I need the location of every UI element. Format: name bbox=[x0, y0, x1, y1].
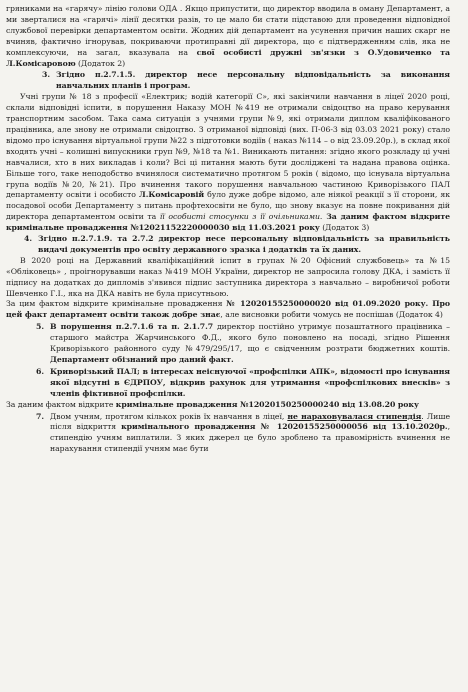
text: Двом учням, протягом кількох років їх навчання в ліцеї, bbox=[50, 411, 288, 421]
bold-text: свої особисті дружні зв'язки з О.Удовиченко та Л.Комісаровою bbox=[6, 47, 451, 68]
paragraph-4 bbox=[6, 256, 450, 300]
text: (Додаток 2) bbox=[75, 58, 126, 68]
paragraph-4b bbox=[6, 299, 450, 321]
item-number: 3. bbox=[42, 70, 50, 80]
text: , стипендію учням виплатили. З яких джерел це було зроблено та правомірність вчинення не нарахування стипендії учням має бути bbox=[50, 422, 450, 454]
item-number: 5. bbox=[36, 322, 44, 332]
bold-text: За даним фактом відкрите кримінальне провадження №12021152220000030 від 11.03.2021 року bbox=[6, 212, 451, 233]
text: гряниками на «гарячу» лінію голови ОДА . Якщо припустити, що директор вводила в оману Департамент, а ми зверталися на «гарячі» лінії десятки разів, то це мало би стати підставою для проведення відповідної службової перевірки департаментом освіти. Жодних дій департамент на усунення причин наших скарг не вчиняв, фактично ігнорував, покриваючи протиправні дії директора, що є підтвердженням слів, яка не комплексуючи, на загал, вказувала на bbox=[6, 4, 450, 57]
text: , але висновки робити чомусь не поспішав (Додаток 4) bbox=[220, 310, 443, 320]
bold-text: Л.Комісаровій bbox=[138, 190, 205, 200]
list-item-5 bbox=[6, 322, 450, 366]
item-heading: Згідно п.2.7.1.5. директор несе персональну відповідальність за виконання навчальних планів і програм. bbox=[56, 70, 450, 91]
text: За даним фактом відкрите bbox=[6, 399, 116, 409]
bold-text: кримінальне провадження №12020150250000240 від 13.08.20 року bbox=[115, 399, 419, 409]
item-heading: Криворізький ПАЛ; в інтересах неіснуючої «профспілки АПК», відомості про існування якої відсутні в ЄДРПОУ, відкрив рахунок для утримання «профспілкових внесків» з членів фіктивної профспілки. bbox=[50, 366, 450, 398]
text: За цим фактом відкрите кримінальне провадження bbox=[6, 299, 227, 309]
item-heading: Згідно п.2.7.1.9. та 2.7.2 директор несе персональну відповідальність за правильність видачі документів про освіту державного зразка і додатків та їх даних. bbox=[38, 234, 450, 254]
bold-text: Департамент обізнаний про даний факт. bbox=[50, 355, 234, 364]
paragraph-6 bbox=[6, 400, 450, 411]
bold-text: п.2.7.1.6 та п. 2.1.7.7 bbox=[115, 322, 214, 332]
italic-text: її особисті стосунки з її очільниками. bbox=[156, 212, 323, 222]
item-number: 6. bbox=[36, 366, 44, 376]
item-number: 4. bbox=[24, 234, 32, 244]
paragraph-intro bbox=[6, 4, 450, 69]
list-item-4 bbox=[6, 234, 450, 256]
paragraph-3 bbox=[6, 92, 450, 234]
bold-underlined-text: не нараховувалася стипендія bbox=[287, 411, 422, 421]
list-item-6 bbox=[6, 367, 450, 400]
item-text bbox=[50, 412, 450, 456]
text: було дуже добре відомо, але ніякої реакції з її сторони, як посадової особи Департаменту з питань профтехосвіти не було, що знову вказує на повне покривання дій директора департаментом освіти та bbox=[6, 190, 450, 222]
bold-text: № 12020155250000020 від 01.09.2020 року. Про цей факт департамент освіти також добре знає bbox=[6, 299, 450, 320]
item-text bbox=[50, 322, 450, 366]
text: В 2020 році на Державний кваліфікаційний іспит в групах №20 Офісний службовець» та №15 «Обліковець» , проігнорувавши наказ №419 МОН України, директор не запросила голову ДКА, і замість її підпису на додатках до дипломів з'явився підпис заступника директора з навчально – виробничої роботи Шевченко Г.І., яка на ДКА навіть не була присутньою. bbox=[6, 255, 450, 298]
text: . Лише після відкриття bbox=[50, 411, 450, 432]
bold-text: В порушення bbox=[50, 322, 116, 332]
text: директор постійно утримує позаштатного працівника – старшого майстра Жарчинського Ф.Д., якого було поновлено на посаді, згідно Рішення Криворізького районного суду №479/295/17, що є свідченням розтрати бюджетних коштів. bbox=[50, 322, 450, 354]
bold-text: кримінального провадження № 12020155250000056 від 13.10.2020р. bbox=[121, 422, 448, 432]
item-number: 7. bbox=[36, 411, 44, 421]
text: (Додаток 3) bbox=[319, 223, 370, 233]
text: Учні групи № 18 з професії «Електрик; водій категорії С», які закінчили навчання в ліцеї 2020 році, склали відповідні іспити, в порушення Наказу МОН №419 не отримали свідоцтво на право керування транспортним засобом. Така сама ситуація з учнями групи №9, які отримали диплом кваліфікованого працівника, але знову не отримали свідоцтво. З отриманої відповіді (вих. П-06-3 від 03.03 2021 року) стало відомо про існування віртуальної групи №22 з підготовки водіїв ( наказ №114 – о від 23.09.20р.), в склад якої входять учні – колишні випускники груп №9, №18 та №1. Виникають питання: згідно якого розкладу ці учні навчалися, хто в них викладав і коли? Всі ці питання мають бути досліджені та надана правова оцінка. Більше того, таке неподобство вчинялося систематично протягом 5 років ( відомо, що існувала віртуальна група водіїв №20, №21). Про вчинення такого порушення навчальною частиною Криворізького ПАЛ департаменту освіти і особисто bbox=[6, 92, 450, 200]
list-item-7 bbox=[6, 412, 450, 456]
list-item-3 bbox=[6, 70, 450, 92]
